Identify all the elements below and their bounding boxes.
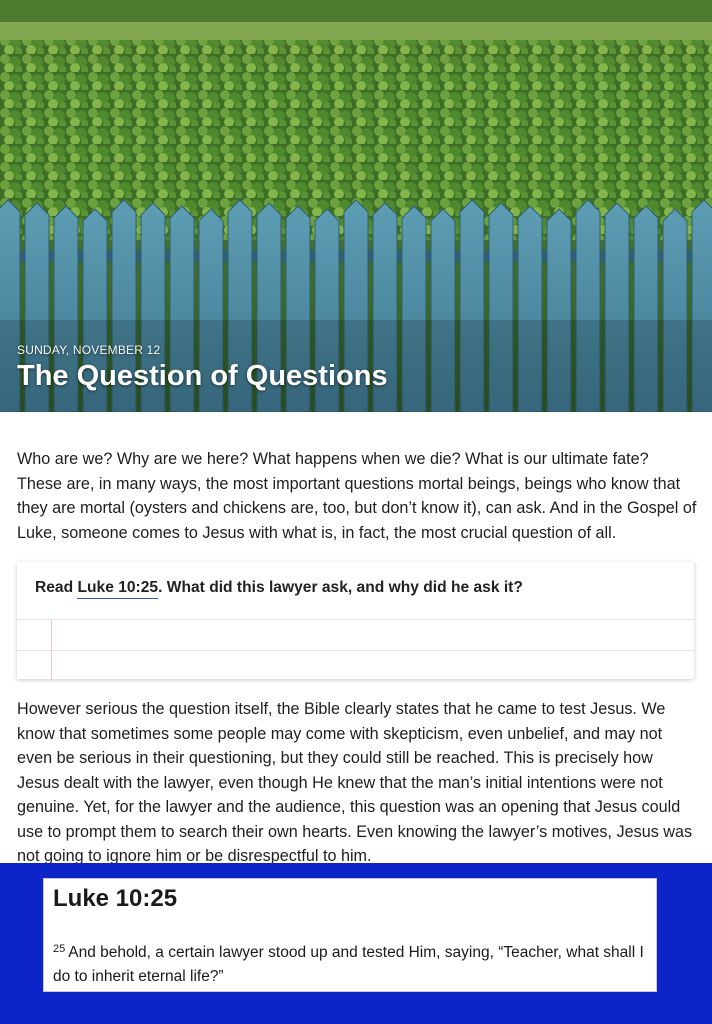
verse-popup-panel	[0, 863, 712, 1024]
bible-reference-link[interactable]: Luke 10:25	[77, 579, 158, 599]
question-suffix: . What did this lawyer ask, and why did he ask it?	[158, 579, 523, 596]
answer-line-1	[17, 650, 694, 651]
hero-banner	[0, 0, 712, 412]
verse-text-block	[53, 937, 649, 989]
body-paragraph: However serious the question itself, the Bible clearly states that he came to test Jesus. We know that sometimes some people may come with skepticism, even unbelief, and may not even be serious in their questioning, but they could still be reached. This is precisely how Jesus dealt with the lawyer, even though He knew that the man’s initial intentions were not genuine. Yet, for the lawyer and the audience, this question was an opening that Jesus could use to prompt them to search their own hearts. Even knowing the lawyer’s motives, Jesus was not going to ignore him or be disrespectful to him.	[17, 700, 693, 863]
lesson-title: The Question of Questions	[17, 360, 388, 392]
intro-paragraph: Who are we? Why are we here? What happens when we die? What is our ultimate fate? These are, in many ways, the most important questions mortal beings, beings who know that they are mortal (oysters and chickens are, too, but don’t know it), can ask. And in the Gospel of Luke, someone comes to Jesus with what is, in fact, the most crucial question of all.	[17, 450, 697, 542]
question-prefix: Read	[35, 579, 78, 596]
verse-reference: Luke 10:25	[53, 885, 178, 912]
study-question	[35, 579, 523, 597]
verse-text: And behold, a certain lawyer stood up and tested Him, saying, “Teacher, what shall I do to inherit eternal life?”	[53, 944, 644, 985]
study-question-card	[17, 562, 694, 679]
lesson-date: SUNDAY, NOVEMBER 12	[17, 343, 161, 357]
verse-number: 25	[53, 943, 66, 955]
verse-card	[43, 878, 657, 992]
answer-input-area[interactable]	[17, 619, 694, 679]
